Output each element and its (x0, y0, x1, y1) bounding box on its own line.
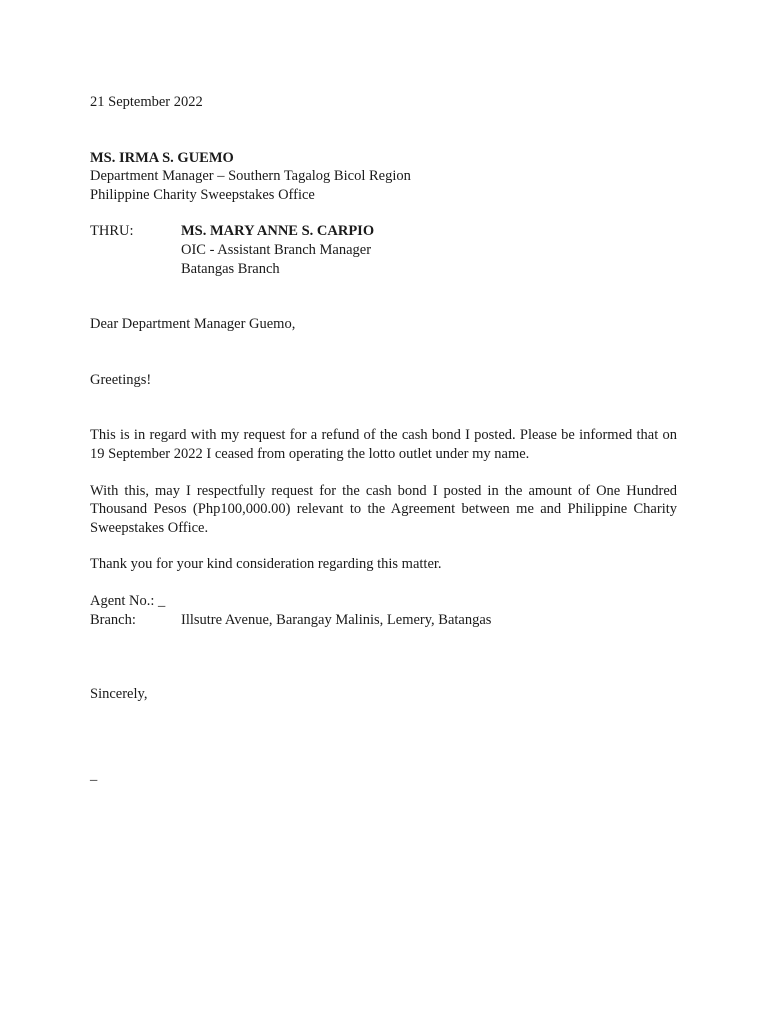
recipient-block (90, 149, 677, 205)
body-paragraph-2: With this, may I respectfully request for the cash bond I posted in the amount of One Hundred Thousand Pesos (Php100,000.00) relevant to the Agreement between me and Philippine Charity Sweepstakes Office. (90, 482, 677, 536)
thru-block (90, 222, 677, 278)
letter-date: 21 September 2022 (90, 94, 203, 110)
thru-label: THRU: (90, 223, 134, 240)
body-paragraph-1: This is in regard with my request for a refund of the cash bond I posted. Please be informed that on 19 September 2022 I ceased from operating the lotto outlet under my name. (90, 427, 677, 462)
recipient-office: Philippine Charity Sweepstakes Office (90, 186, 315, 203)
greeting: Greetings! (90, 371, 152, 388)
agent-number: Agent No.: _ (90, 592, 166, 609)
branch-value: Illsutre Avenue, Barangay Malinis, Lemery, Batangas (181, 611, 492, 628)
body-paragraph-3: Thank you for your kind consideration regarding this matter. (90, 556, 442, 573)
thru-branch: Batangas Branch (181, 260, 280, 277)
thru-name: MS. MARY ANNE S. CARPIO (181, 223, 375, 240)
branch-label: Branch: (90, 611, 136, 628)
closing: Sincerely, (90, 686, 148, 703)
recipient-name: MS. IRMA S. GUEMO (90, 149, 234, 166)
thru-title: OIC - Assistant Branch Manager (181, 241, 372, 258)
letter (90, 92, 677, 784)
recipient-title: Department Manager – Southern Tagalog Bicol Region (90, 168, 411, 185)
salutation: Dear Department Manager Guemo, (90, 316, 296, 333)
agent-block (90, 592, 677, 629)
signature-line: _ (90, 766, 98, 783)
